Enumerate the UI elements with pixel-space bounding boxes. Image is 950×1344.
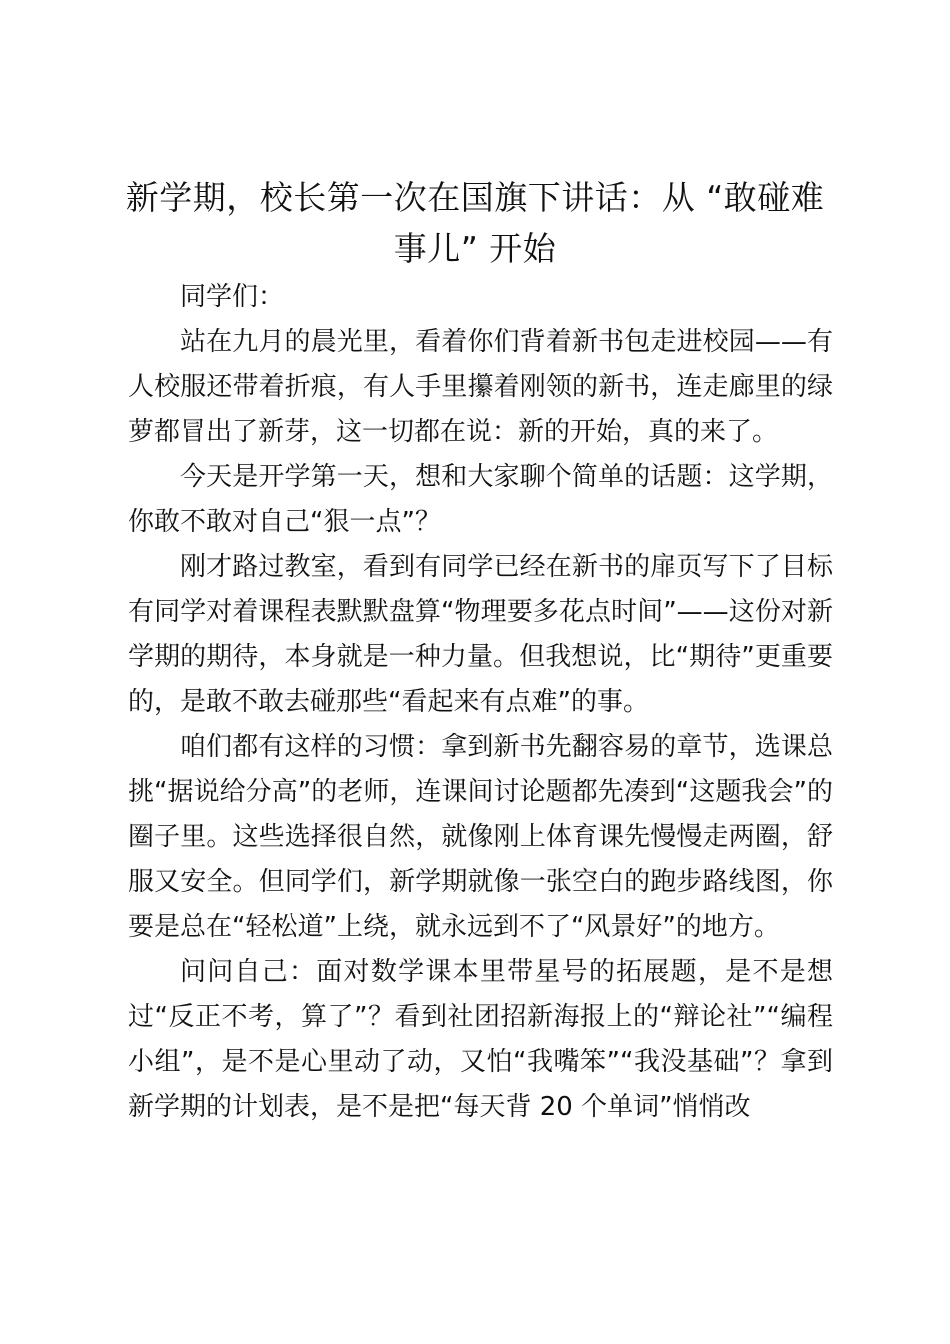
paragraph: 问问自己：面对数学课本里带星号的拓展题，是不是想过“反正不考，算了”？看到社团招新海报上的“辩论社”“编程小组”，是不是心里动了动，又怕“我嘴笨”“我没基础”？拿到新学期的计划表，是不是把“每天背 20 个单词”悄悄改 (128, 957, 833, 1122)
document-title: 新学期，校长第一次在国旗下讲话：从 “敢碰难事儿” 开始 (125, 178, 825, 268)
paragraph: 刚才路过教室，看到有同学已经在新书的扉页写下了目标有同学对着课程表默默盘算“物理要多花点时间”——这份对新学期的期待，本身就是一种力量。但我想说，比“期待”更重要的，是敢不敢去碰那些“看起来有点难”的事。 (128, 552, 833, 717)
document-body (128, 275, 833, 1130)
paragraph-greeting: 同学们： (180, 282, 285, 312)
paragraph: 今天是开学第一天，想和大家聊个简单的话题：这学期，你敢不敢对自己“狠一点”？ (128, 462, 833, 537)
paragraph: 站在九月的晨光里，看着你们背着新书包走进校园——有人校服还带着折痕，有人手里攥着刚领的新书，连走廊里的绿萝都冒出了新芽，这一切都在说：新的开始，真的来了。 (128, 327, 833, 447)
paragraph: 咱们都有这样的习惯：拿到新书先翻容易的章节，选课总挑“据说给分高”的老师，连课间讨论题都先凑到“这题我会”的圈子里。这些选择很自然，就像刚上体育课先慢慢走两圈，舒服又安全。但同学们，新学期就像一张空白的跑步路线图，你要是总在“轻松道”上绕，就永远到不了“风景好”的地方。 (128, 732, 833, 942)
